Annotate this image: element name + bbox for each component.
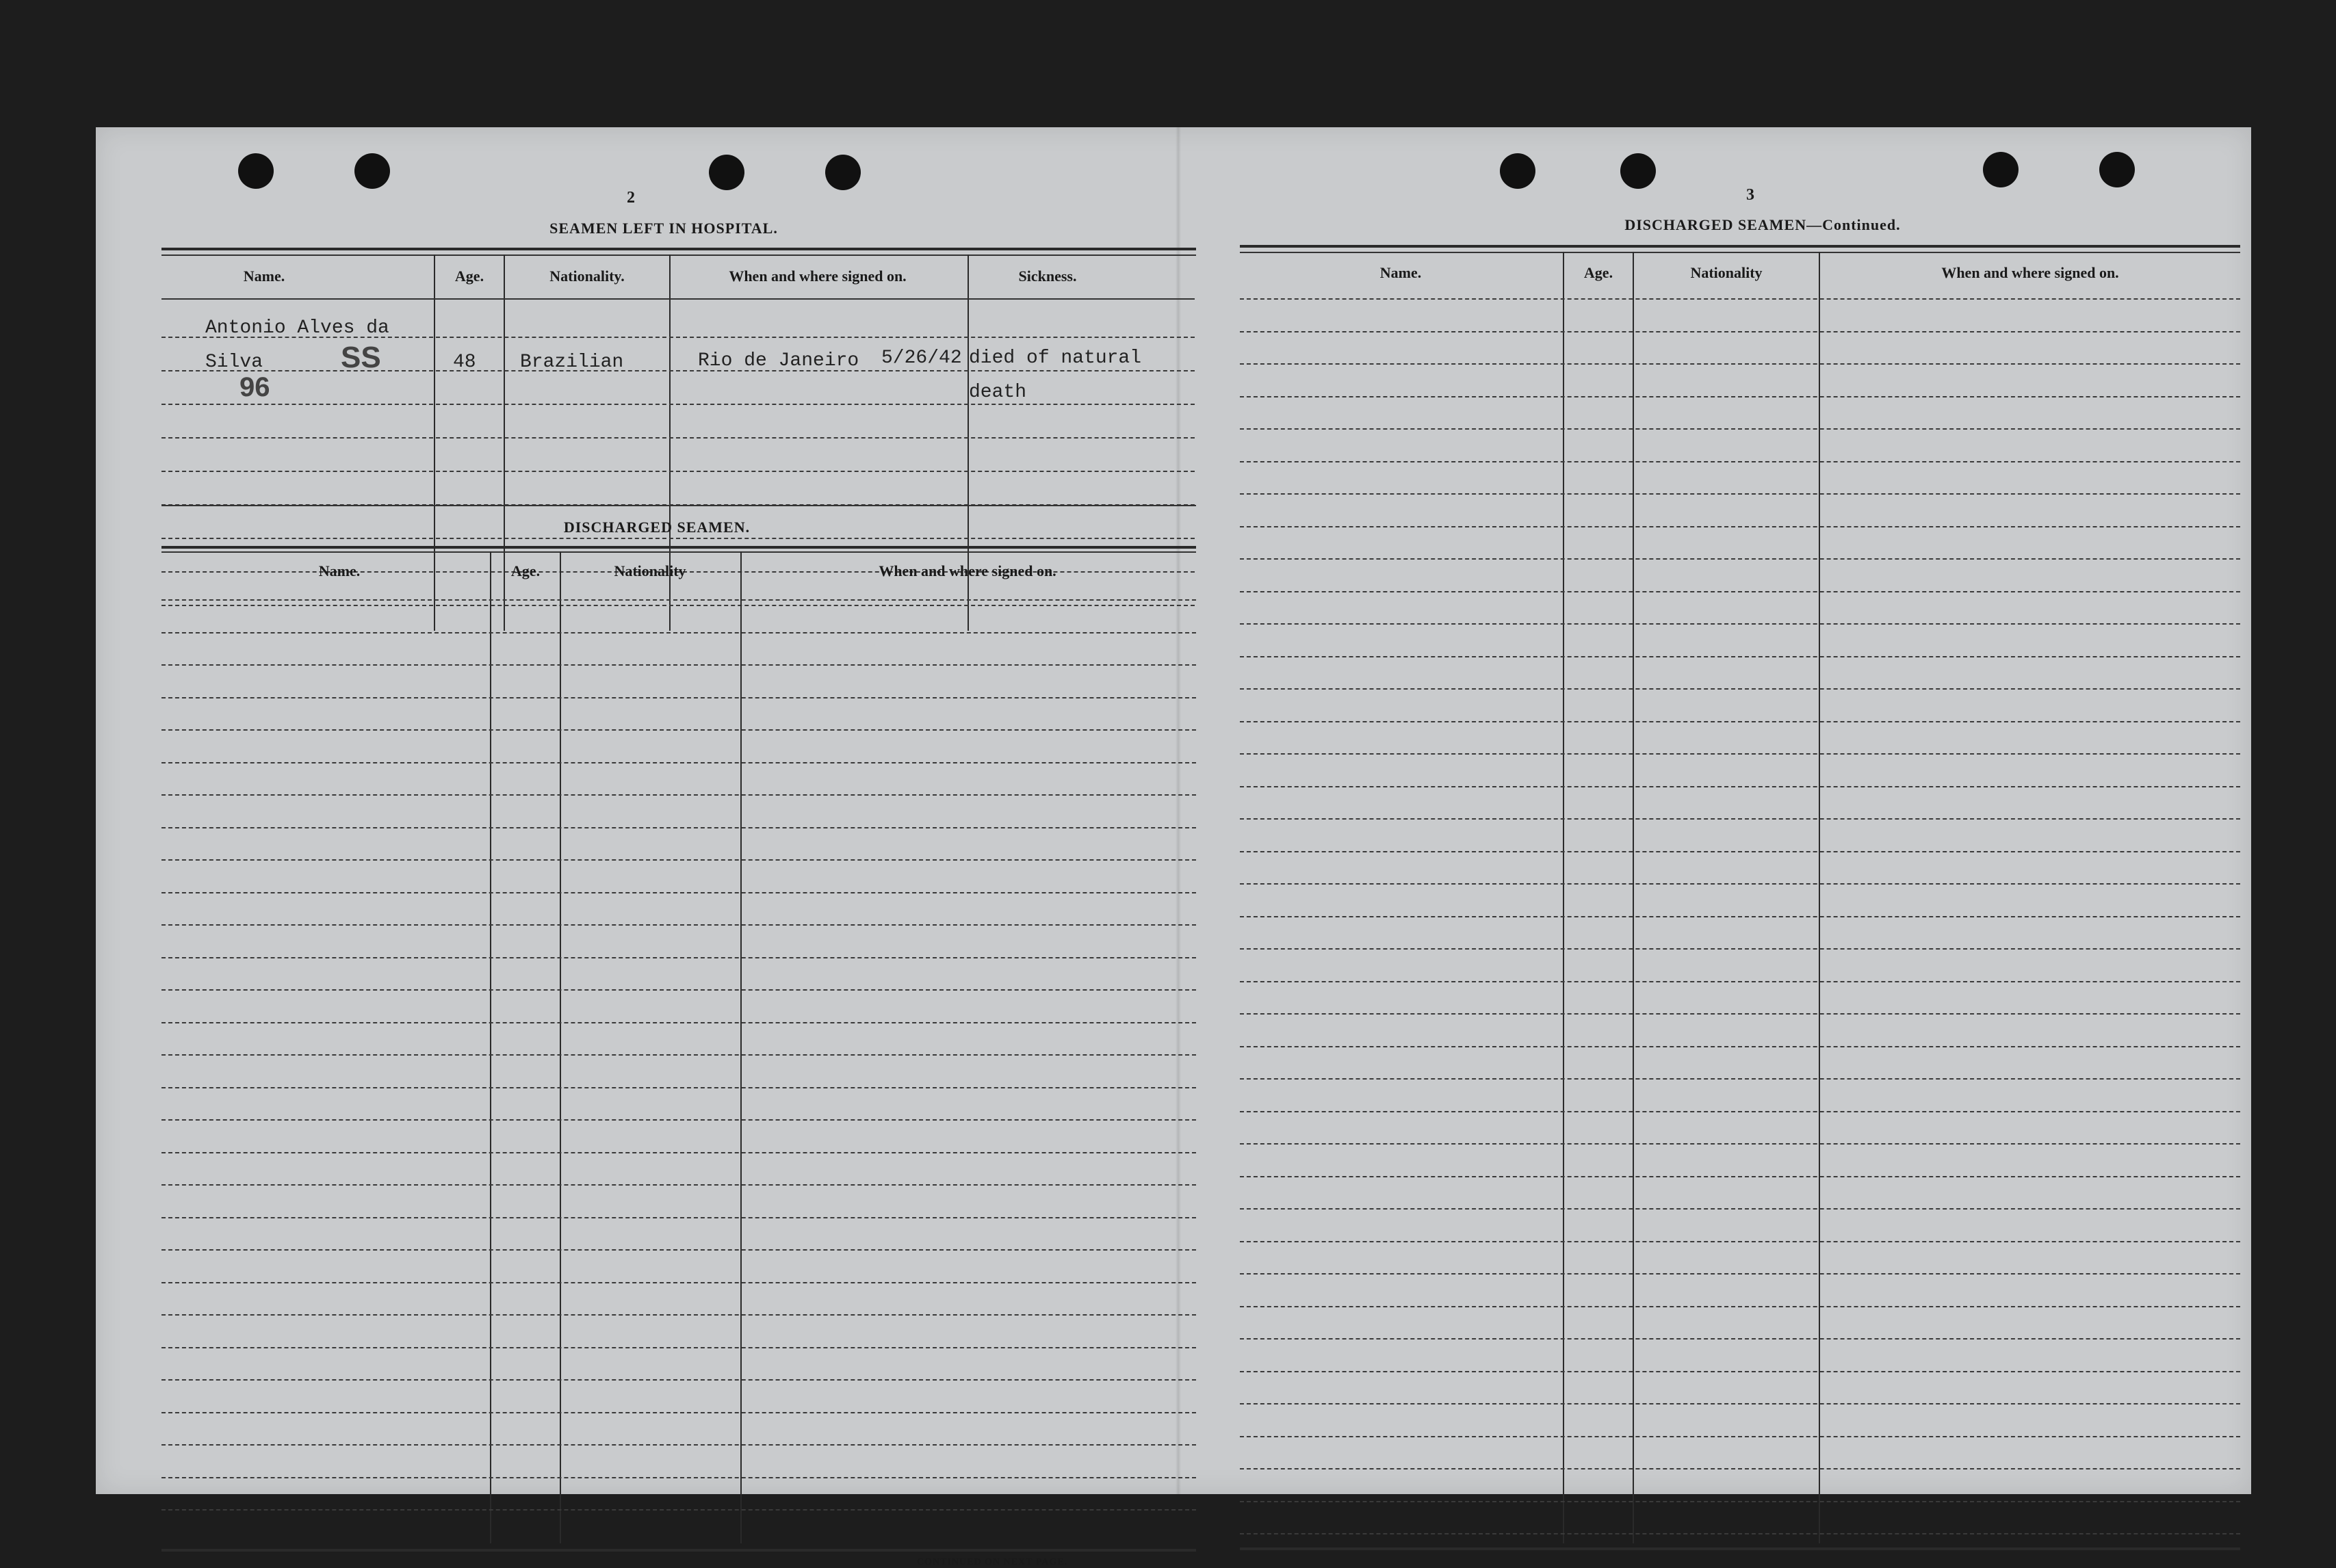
entry-line	[1240, 753, 2240, 755]
column-divider	[1819, 252, 1820, 1543]
entry-line	[1240, 1338, 2240, 1340]
entry-line	[1240, 623, 2240, 625]
right-col-name: Name.	[1379, 264, 1422, 281]
column-divider	[1633, 252, 1634, 1543]
entry-line	[1240, 1403, 2240, 1404]
entry-line	[1240, 1143, 2240, 1145]
entry-line	[161, 437, 1195, 439]
entry-line	[161, 794, 1196, 796]
entry-signed-place: Rio de Janeiro	[698, 350, 859, 371]
entry-line	[161, 1412, 1196, 1413]
entry-line	[161, 664, 1196, 666]
discharged-col-name: Name.	[318, 562, 361, 579]
entry-sickness-line2: death	[969, 382, 1027, 403]
entry-line	[1240, 1046, 2240, 1047]
entry-line	[161, 1152, 1196, 1153]
entry-line	[161, 1444, 1196, 1446]
entry-line	[161, 1022, 1196, 1023]
entry-line	[1240, 851, 2240, 852]
header-underline	[161, 298, 1195, 300]
entry-line	[1240, 396, 2240, 397]
entry-line	[161, 1282, 1196, 1283]
entry-line	[161, 1379, 1196, 1381]
entry-line	[1240, 883, 2240, 885]
entry-line	[1240, 721, 2240, 722]
entry-line	[1240, 298, 2240, 300]
entry-signed-date: 5/26/42	[881, 348, 962, 369]
entry-line	[161, 370, 1195, 371]
rule	[1240, 245, 2240, 248]
entry-line	[1240, 1241, 2240, 1242]
entry-line	[1240, 428, 2240, 430]
entry-line	[161, 957, 1196, 958]
hospital-col-name: Name.	[243, 267, 285, 285]
entry-line	[161, 632, 1196, 633]
right-col-age: Age.	[1583, 264, 1613, 281]
entry-line	[161, 1314, 1196, 1316]
right-col-signed-on: When and where signed on.	[1941, 264, 2119, 281]
entry-line	[1240, 1078, 2240, 1080]
rule	[161, 254, 1196, 256]
entry-line	[1240, 818, 2240, 820]
entry-line	[161, 471, 1195, 472]
entry-line	[161, 605, 1195, 606]
entry-line	[161, 1509, 1196, 1511]
entry-line	[1240, 1111, 2240, 1112]
entry-line	[1240, 363, 2240, 365]
entry-line	[1240, 1273, 2240, 1275]
entry-line	[161, 1249, 1196, 1251]
entry-line	[161, 1087, 1196, 1088]
left-page	[96, 127, 1176, 1567]
hospital-col-nationality: Nationality.	[549, 267, 625, 285]
document-sheet	[96, 127, 2251, 1567]
hospital-section-title: SEAMEN LEFT IN HOSPITAL.	[549, 220, 778, 237]
entry-line	[161, 924, 1196, 926]
entry-line	[1240, 1501, 2240, 1502]
entry-line	[161, 1184, 1196, 1186]
entry-line	[161, 892, 1196, 893]
rule	[161, 551, 1196, 553]
right-page	[1181, 127, 2251, 1494]
entry-line	[1240, 1208, 2240, 1210]
entry-line	[161, 1217, 1196, 1218]
column-divider	[560, 551, 561, 1543]
entry-line	[1240, 656, 2240, 657]
discharged-continued-title: DISCHARGED SEAMEN—Continued.	[1624, 216, 1901, 233]
column-divider	[740, 551, 742, 1543]
entry-line	[1240, 591, 2240, 592]
entry-line	[161, 859, 1196, 861]
entry-line	[161, 599, 1196, 601]
entry-name-line1: Antonio Alves da	[205, 317, 389, 339]
entry-line	[161, 989, 1196, 991]
entry-line	[161, 762, 1196, 763]
entry-line	[1240, 688, 2240, 690]
entry-sickness-line1: died of natural	[969, 348, 1142, 369]
rule	[161, 1549, 1196, 1552]
entry-line	[1240, 331, 2240, 332]
column-divider	[1563, 252, 1564, 1543]
entry-stamp-96: 96	[239, 372, 270, 402]
entry-line	[1240, 493, 2240, 495]
entry-line	[161, 1477, 1196, 1478]
continued-note: CONTINUED ON NEXT PAGE.	[917, 1557, 1068, 1567]
entry-line	[161, 1347, 1196, 1348]
page-number: 2	[627, 189, 635, 207]
entry-line	[1240, 558, 2240, 560]
entry-line	[161, 1054, 1196, 1056]
entry-nationality: Brazilian	[520, 352, 624, 373]
entry-line	[1240, 1533, 2240, 1534]
entry-stamp-ss: SS	[341, 341, 381, 374]
entry-line	[161, 404, 1195, 405]
column-divider	[490, 551, 491, 1543]
entry-line	[1240, 526, 2240, 527]
entry-name-line2: Silva	[205, 352, 263, 373]
rule	[1240, 252, 2240, 253]
hospital-col-sickness: Sickness.	[1018, 267, 1077, 285]
center-fold	[1176, 127, 1181, 1494]
entry-line	[1240, 981, 2240, 982]
hospital-col-signed-on: When and where signed on.	[729, 267, 907, 285]
entry-line	[1240, 916, 2240, 917]
entry-line	[1240, 1436, 2240, 1437]
entry-age: 48	[453, 352, 476, 373]
rule	[161, 546, 1196, 549]
entry-line	[1240, 786, 2240, 787]
entry-line	[1240, 1468, 2240, 1469]
rule	[161, 505, 1196, 506]
hospital-col-age: Age.	[454, 267, 484, 285]
page-number: 3	[1746, 186, 1754, 204]
entry-line	[161, 729, 1196, 731]
rule	[161, 248, 1196, 250]
entry-line	[161, 697, 1196, 698]
discharged-col-signed-on: When and where signed on.	[879, 562, 1056, 579]
discharged-col-age: Age.	[510, 562, 541, 579]
entry-line	[1240, 948, 2240, 950]
entry-line	[1240, 1176, 2240, 1177]
right-col-nationality: Nationality	[1690, 264, 1763, 281]
rule	[1240, 1547, 2240, 1550]
entry-line	[1240, 1371, 2240, 1372]
entry-line	[161, 538, 1195, 539]
entry-line	[161, 1119, 1196, 1121]
entry-line	[1240, 1306, 2240, 1307]
entry-line	[1240, 461, 2240, 462]
discharged-col-nationality: Nationality	[614, 562, 686, 579]
discharged-section-title: DISCHARGED SEAMEN.	[563, 519, 751, 536]
entry-line	[1240, 1013, 2240, 1015]
entry-line	[161, 827, 1196, 828]
